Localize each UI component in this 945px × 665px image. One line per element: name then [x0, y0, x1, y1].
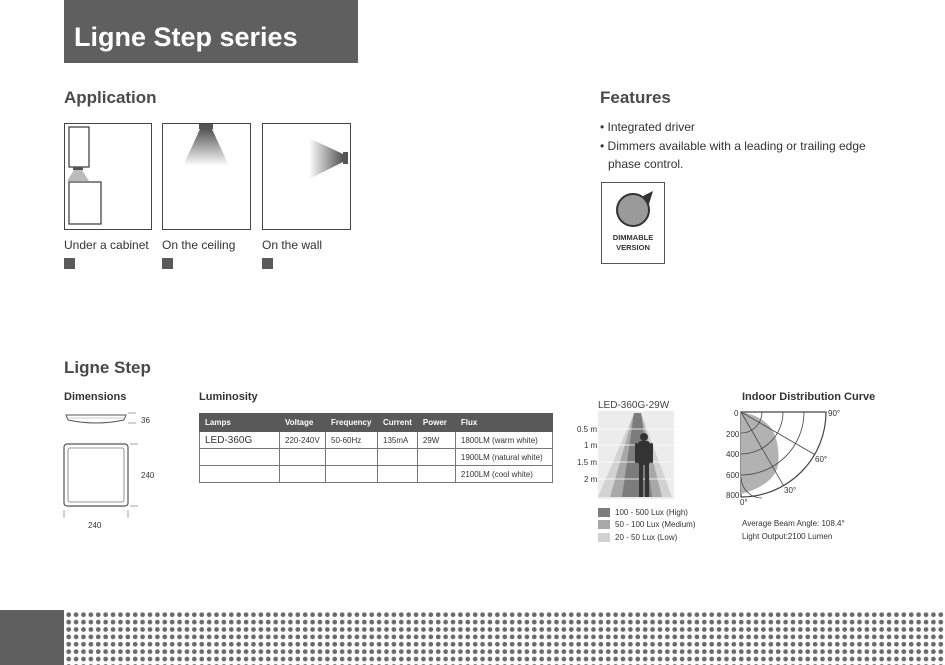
under-cabinet-label: Under a cabinet: [64, 238, 149, 252]
feature-item: • Integrated driver: [600, 120, 695, 134]
under-cabinet-illustration: [64, 123, 152, 230]
radial-label: 400: [726, 450, 740, 459]
footer-dot-pattern: [64, 610, 945, 665]
table-cell: [200, 449, 280, 466]
under-cabinet-marker: [64, 258, 75, 269]
features-heading: Features: [600, 88, 671, 107]
table-cell: [417, 449, 455, 466]
legend-swatch: [598, 533, 610, 542]
table-cell: [417, 466, 455, 483]
angle-label: 30°: [784, 486, 797, 495]
table-row: [200, 449, 553, 466]
table-cell: [200, 466, 280, 483]
table-cell: [326, 466, 378, 483]
legend-item: 50 - 100 Lux (Medium): [598, 519, 695, 532]
table-cell: 2100LM (cool white): [455, 466, 552, 483]
column-header: Frequency: [326, 414, 378, 432]
dimensions-heading: Dimensions: [64, 391, 127, 403]
legend-item: 20 - 50 Lux (Low): [598, 531, 695, 544]
column-header: Current: [378, 414, 418, 432]
features-list: [600, 118, 900, 174]
table-cell: LED-360G: [200, 432, 280, 449]
dimension-width: 240: [141, 471, 155, 480]
distribution-heading: Indoor Distribution Curve: [742, 391, 876, 403]
column-header: Flux: [455, 414, 552, 432]
wall-illustration: [262, 123, 351, 230]
title-banner: [64, 0, 358, 63]
table-cell: [378, 466, 418, 483]
table-cell: [280, 466, 326, 483]
angle-label: 60°: [815, 455, 828, 464]
table-cell: 220-240V: [280, 432, 326, 449]
feature-item: • Dimmers available with a leading or trailing edge: [600, 138, 866, 153]
angle-label: 90°: [828, 409, 841, 418]
table-cell: 135mA: [378, 432, 418, 449]
distance-label: 0.5 m: [577, 425, 598, 434]
dimension-depth: 240: [88, 521, 102, 530]
table-row: [200, 432, 553, 449]
dimensions-drawing: [58, 408, 168, 530]
light-output-text: Light Output:2100 Lumen: [742, 532, 833, 541]
angle-label: 0°: [740, 498, 748, 507]
beam-angle-text: Average Beam Angle: 108.4°: [742, 519, 845, 528]
footer-corner-block: [0, 610, 64, 665]
page-title: Ligne Step series: [74, 22, 298, 52]
column-header: Voltage: [280, 414, 326, 432]
radial-label: 600: [726, 471, 740, 480]
table-cell: [378, 449, 418, 466]
ceiling-light-icon: [163, 124, 249, 228]
ceiling-illustration: [162, 123, 251, 230]
column-header: Power: [417, 414, 455, 432]
distance-label: 1 m: [584, 441, 598, 450]
application-heading: Application: [64, 88, 157, 107]
ceiling-marker: [162, 258, 173, 269]
table-row: [200, 466, 553, 483]
radial-label: 800: [726, 491, 740, 500]
dimmer-knob-icon: [602, 183, 663, 233]
lux-model-label: LED-360G-29W: [598, 400, 670, 411]
wall-light-icon: [263, 124, 349, 228]
dimension-height: 36: [141, 416, 150, 425]
legend-swatch: [598, 520, 610, 529]
radial-label: 200: [726, 430, 740, 439]
badge-line-1: DIMMABLE: [612, 233, 654, 242]
luminosity-heading: Luminosity: [199, 391, 258, 403]
table-cell: 1800LM (warm white): [455, 432, 552, 449]
table-cell: 29W: [417, 432, 455, 449]
ceiling-label: On the ceiling: [162, 238, 236, 252]
table-cell: 50-60Hz: [326, 432, 378, 449]
table-cell: 1900LM (natural white): [455, 449, 552, 466]
table-header-row: [200, 414, 553, 432]
radial-label: 0: [734, 409, 739, 418]
badge-line-2: VERSION: [616, 243, 650, 252]
distance-label: 2 m: [584, 475, 598, 484]
legend-item: 100 - 500 Lux (High): [598, 506, 695, 519]
table-cell: [280, 449, 326, 466]
wall-label: On the wall: [262, 238, 323, 252]
distance-label: 1.5 m: [577, 458, 598, 467]
product-heading: Ligne Step: [64, 358, 151, 377]
dimmable-badge: [601, 182, 665, 264]
lux-cone-diagram: [596, 411, 676, 499]
lux-legend: [598, 506, 695, 544]
column-header: Lamps: [200, 414, 280, 432]
luminosity-table: [199, 413, 553, 483]
legend-swatch: [598, 508, 610, 517]
wall-marker: [262, 258, 273, 269]
under-cabinet-icon: [65, 124, 150, 228]
feature-item-continuation: phase control.: [608, 157, 684, 171]
table-cell: [326, 449, 378, 466]
